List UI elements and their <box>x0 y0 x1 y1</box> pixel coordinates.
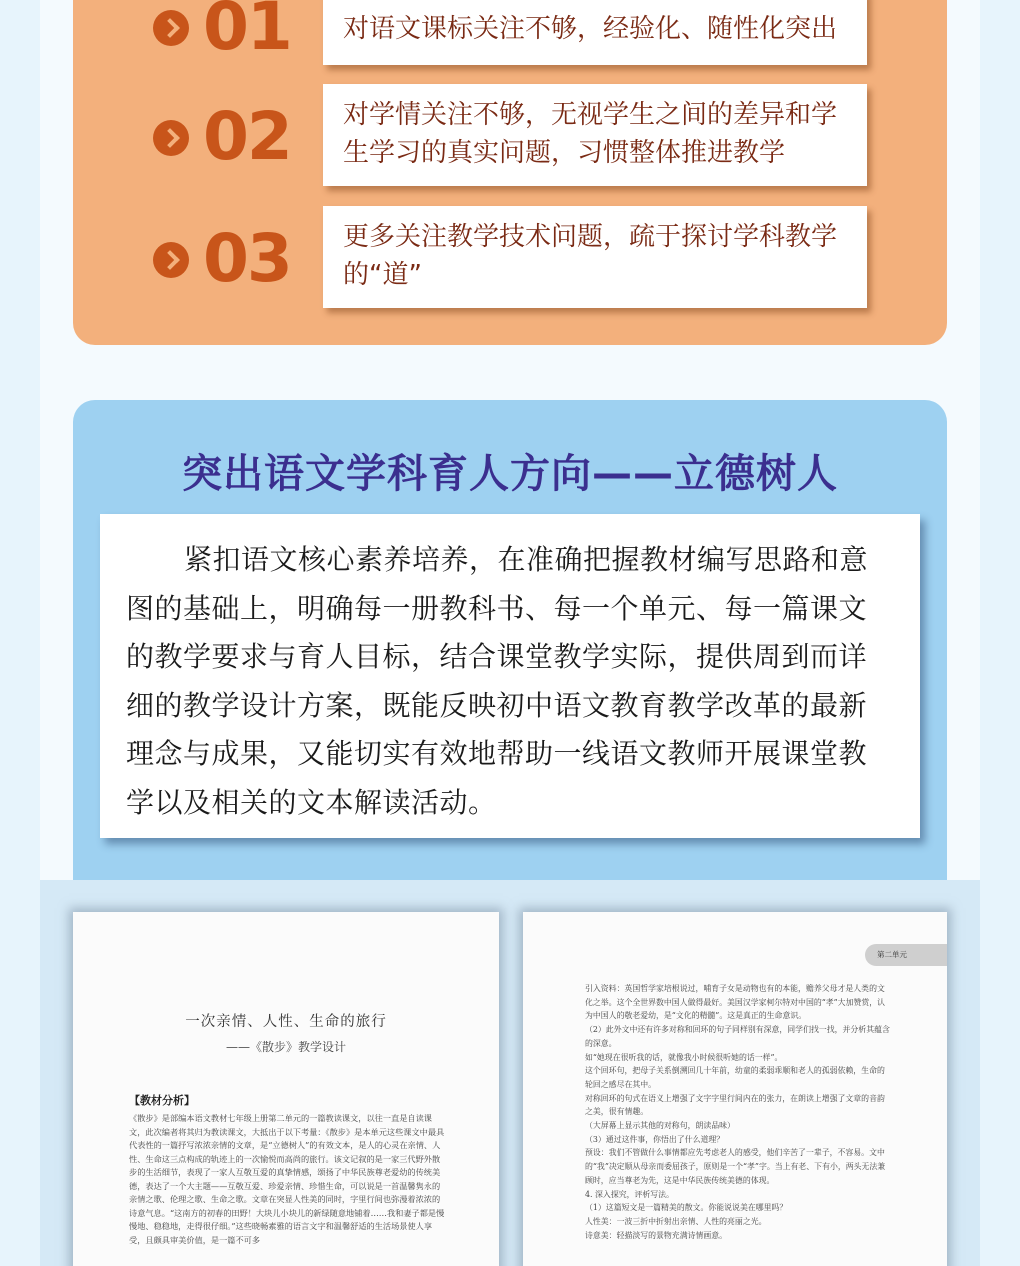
section-title: 突出语文学科育人方向——立德树人 <box>182 451 838 497</box>
page-line: 人性美：一波三折中折射出亲情、人性的亮丽之光。 <box>585 1216 767 1226</box>
page-line: （1）这篇短文是一篇精美的散文。你能说说美在哪里吗？ <box>585 1203 788 1213</box>
chevron-right-icon <box>153 10 189 46</box>
page-line: 对称回环的句式在语义上增强了文字字里行间内在的张力，在朗读上增强了文章的音韵之美，很有情趣。 <box>585 1093 885 1117</box>
page-line: （3）通过这件事，你悟出了什么道理？ <box>585 1134 725 1144</box>
page-body-text <box>585 982 891 1242</box>
page-line: 如“她现在很听我的话，就像我小时候很听她的话一样”。 <box>585 1052 783 1062</box>
page-line: 诗意美：轻描淡写的景物充满诗情画意。 <box>585 1230 728 1240</box>
issue-card: 对语文课标关注不够，经验化、随性化突出 <box>323 0 867 65</box>
issues-panel <box>73 0 947 345</box>
section-text-card <box>100 514 920 838</box>
page-line: （2）此外文中还有许多对称和回环的句子同样别有深意，同学们找一找，并分析其蕴含的深意。 <box>585 1025 890 1048</box>
book-page-right <box>523 912 947 1266</box>
issue-number: 01 <box>203 0 291 65</box>
page-line: 这个回环句，把母子关系倒溯回几十年前，幼童的柔弱乖顺和老人的孤弱依赖，生命的轮回之感尽在其中。 <box>585 1066 885 1089</box>
page-line: 预设：我们不管做什么事情都应先考虑老人的感受，他们辛苦了一辈子，不容易。文中的“我”决定顺从母亲而委屈孩子，原则是一个“孝”字。当上有老、下有小，两头无法兼顾时，应当尊老为先，这是中华民族传统美德的体现。 <box>585 1148 886 1185</box>
section-heading: 【教材分析】 <box>129 1094 195 1107</box>
issue-number: 02 <box>203 98 291 175</box>
book-page-left <box>73 912 499 1266</box>
background-left <box>0 0 40 1266</box>
issue-card: 更多关注教学技术问题，疏于探讨学科教学的“道” <box>323 206 867 308</box>
unit-tab: 第二单元 <box>865 944 947 966</box>
page-line: 4. 深入探究，评析写法。 <box>585 1189 674 1199</box>
lesson-subtitle: ——《散步》教学设计 <box>225 1040 346 1054</box>
lesson-title: 一次亲情、人性、生命的旅行 <box>185 1014 387 1030</box>
issue-card: 对学情关注不够，无视学生之间的差异和学生学习的真实问题，习惯整体推进教学 <box>323 84 867 186</box>
page-line: （大屏幕上显示其他的对称句，朗读品味） <box>585 1121 735 1131</box>
chevron-right-icon <box>153 242 189 278</box>
background-right <box>980 0 1020 1266</box>
section-body: 紧扣语文核心素养培养，在准确把握教材编写思路和意图的基础上，明确每一册教科书、每一个单元、每一篇课文的教学要求与育人目标，结合课堂教学实际，提供周到而详细的教学设计方案，既能反映初中语文教育教学改革的最新理念与成果，又能切实有效地帮助一线语文教师开展课堂教学以及相关的文本解读活动。 <box>126 543 869 819</box>
page-line: 引入资料：英国哲学家培根说过，哺育子女是动物也有的本能，赡养父母才是人类的文化之举。这个全世界数中国人做得最好。美国汉学家柯尔特对中国的“孝”大加赞赏，认为中国人的敬老爱幼，是“文化的精髓”。这是真正的生命意识。 <box>585 984 886 1021</box>
issue-number: 03 <box>203 220 291 297</box>
page-body-text: 《散步》是部编本语文教材七年级上册第二单元的一篇教读课文，以往一直是自读课文，此次编者将其归为教读课文，大抵出于以下考量：《散步》是本单元这些课文中最具代表性的一篇抒写浓浓亲情的文章，是“立德树人”的有效文本，是人的心灵在亲情、人性、生命这三点构成的轨迹上的一次愉悦而高尚的旅行。该文记叙的是一家三代野外散步的生活细节，表现了一家人互敬互爱的真挚情感，颂扬了中华民族尊老爱幼的传统美德，表达了一个大主题——互敬互爱、珍爱亲情、珍惜生命，可以说是一首温馨隽永的亲情之歌、伦理之歌、生命之歌。文章在突显人性美的同时，字里行间也弥漫着浓浓的诗意气息。“这南方的初春的田野！大块儿小块儿的新绿随意地铺着……我和妻子都是慢慢地、稳稳地，走得很仔细。”这些晓畅素雅的语言文字和温馨舒适的生活场景使人享受，且颇具审美价值，是一篇不可多 <box>129 1113 445 1245</box>
chevron-right-icon <box>153 120 189 156</box>
